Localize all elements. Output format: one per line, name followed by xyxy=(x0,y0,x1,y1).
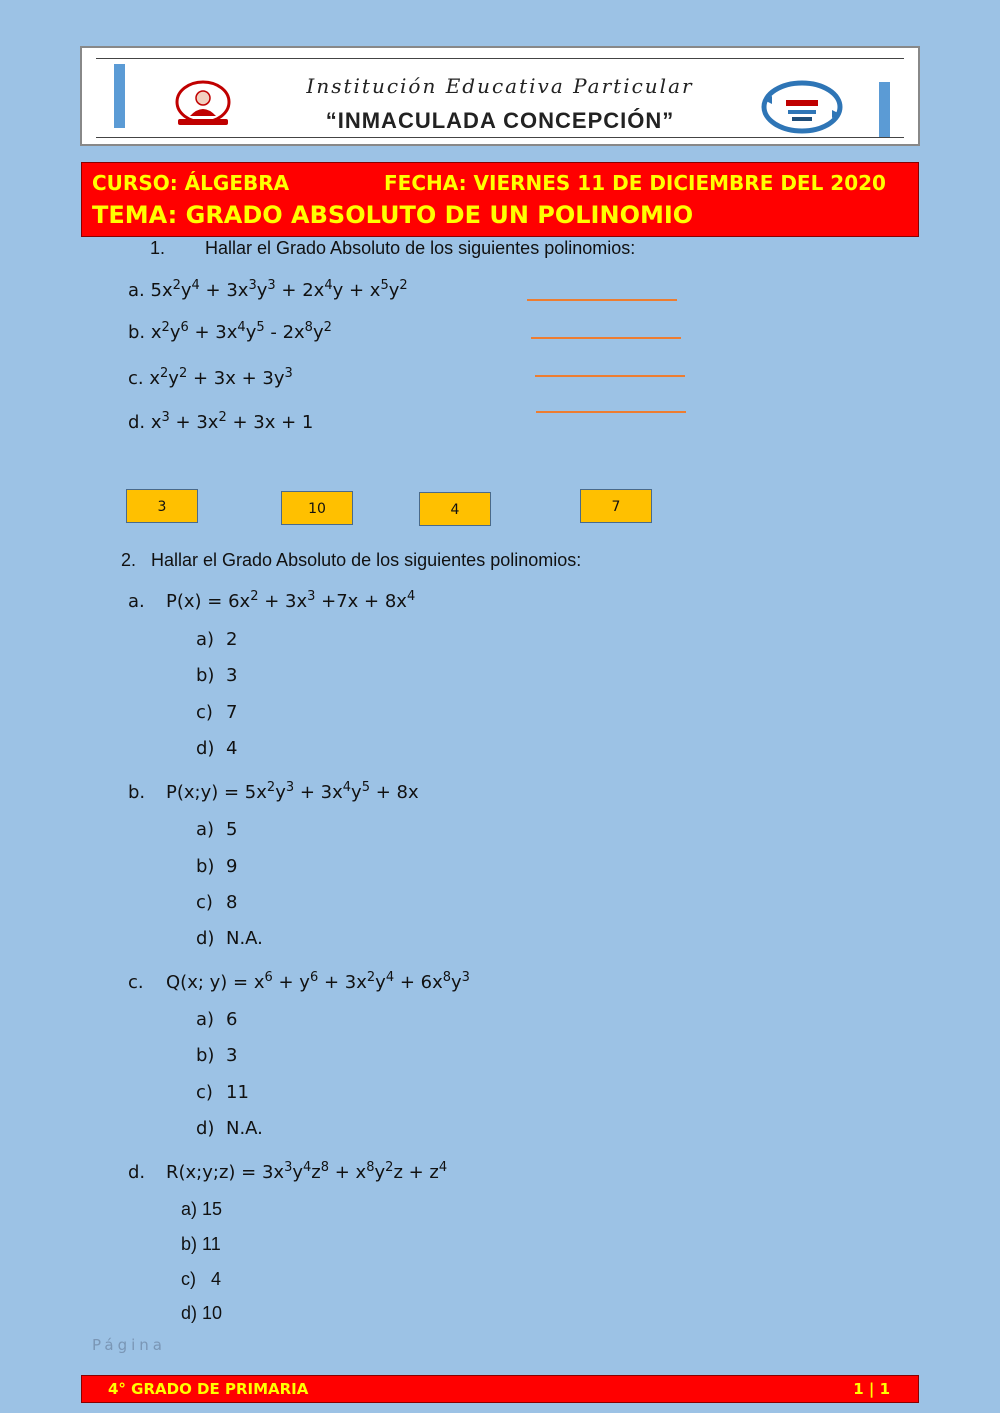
school-header-banner xyxy=(80,46,920,146)
q2-item-d: d. R(x;y;z) = $3x^3y^4z^8 + x^8y^2z + z^4$ xyxy=(128,1160,448,1183)
answer-chip[interactable]: 7 xyxy=(580,489,652,523)
math-expression: $P(x) = 6x^2 + 3x^3 +7x + 8x^4$ xyxy=(166,589,416,612)
topic-label: TEMA: GRADO ABSOLUTO DE UN POLINOMIO xyxy=(92,201,694,229)
q2c-option-a[interactable]: a) 6 xyxy=(196,1009,238,1030)
q2d-option-a[interactable]: a) 15 xyxy=(181,1199,223,1219)
math-expression: $x^3 + 3x^2 + 3x + 1$ xyxy=(150,410,314,433)
math-expression: $5x^2y^4 + 3x^3y^3 + 2x^4y + x^5y^2$ xyxy=(150,278,408,301)
q2-instruction: Hallar el Grado Absoluto de los siguientes polinomios: xyxy=(151,550,582,570)
math-expression: $x^2y^6 + 3x^4y^5 - 2x^8y^2$ xyxy=(150,320,332,343)
q2c-option-c[interactable]: c) 11 xyxy=(196,1082,249,1103)
grade-label: 4° GRADO DE PRIMARIA xyxy=(108,1380,309,1398)
page-number: 1 | 1 xyxy=(853,1380,890,1398)
math-expression: Q(x; $y) = x^6 + y^6 + 3x^2y^4 + 6x^8y^3$ xyxy=(166,970,470,993)
header-divider-bottom xyxy=(96,137,904,138)
q1-item-a: a. $5x^2y^4 + 3x^3y^3 + 2x^4y + x^5y^2$ xyxy=(128,278,408,301)
q2b-option-b[interactable]: b) 9 xyxy=(196,856,238,877)
math-expression: $x^2y^2 + 3x + 3y^3$ xyxy=(149,366,293,389)
answer-drop-line-a[interactable] xyxy=(527,299,677,301)
q1-item-b: b. $x^2y^6 + 3x^4y^5 - 2x^8y^2$ xyxy=(128,320,332,343)
institution-name: “INMACULADA CONCEPCIÓN” xyxy=(325,108,675,133)
answer-chip[interactable]: 3 xyxy=(126,489,198,523)
q2a-option-a[interactable]: a) 2 xyxy=(196,629,238,650)
q2a-option-c[interactable]: c) 7 xyxy=(196,702,238,723)
campaign-badge-icon xyxy=(758,78,846,136)
institution-type: Institución Educativa Particular xyxy=(306,74,694,98)
q2c-option-d[interactable]: d) N.A. xyxy=(196,1118,263,1139)
q2d-option-c[interactable]: c) 4 xyxy=(181,1269,222,1289)
q1-number: 1. xyxy=(150,238,166,258)
q1-item-c: c. $x^2y^2 + 3x + 3y^3$ xyxy=(128,366,293,389)
page-label: Página xyxy=(92,1336,166,1354)
answer-chip[interactable]: 4 xyxy=(419,492,491,526)
course-label: CURSO: ÁLGEBRA xyxy=(92,171,290,195)
math-expression: P(x;y) = $5x^2y^3 + 3x^4y^5 + 8x$ xyxy=(166,780,419,803)
q2-item-a: a. $P(x) = 6x^2 + 3x^3 +7x + 8x^4$ xyxy=(128,589,416,612)
q2d-option-b[interactable]: b) 11 xyxy=(181,1234,221,1254)
q1-item-d: d. $x^3 + 3x^2 + 3x + 1$ xyxy=(128,410,314,433)
q2c-option-b[interactable]: b) 3 xyxy=(196,1045,238,1066)
answer-drop-line-d[interactable] xyxy=(536,411,686,413)
q2d-option-d[interactable]: d) 10 xyxy=(181,1303,223,1323)
q2b-option-c[interactable]: c) 8 xyxy=(196,892,238,913)
q2-number: 2. xyxy=(121,550,137,570)
header-divider-top xyxy=(96,58,904,59)
answer-drop-line-c[interactable] xyxy=(535,375,685,377)
q2a-option-d[interactable]: d) 4 xyxy=(196,738,238,759)
q2b-option-d[interactable]: d) N.A. xyxy=(196,928,263,949)
q2-item-b: b. P(x;y) = $5x^2y^3 + 3x^4y^5 + 8x$ xyxy=(128,780,419,803)
math-expression: R(x;y;z) = $3x^3y^4z^8 + x^8y^2z + z^4$ xyxy=(166,1160,448,1183)
q1-instruction: Hallar el Grado Absoluto de los siguientes polinomios: xyxy=(205,238,636,258)
date-label: FECHA: VIERNES 11 DE DICIEMBRE DEL 2020 xyxy=(384,171,886,195)
answer-chip[interactable]: 10 xyxy=(281,491,353,525)
course-title-box xyxy=(81,162,919,237)
q2-item-c: c. Q(x; $y) = x^6 + y^6 + 3x^2y^4 + 6x^8y^3$ xyxy=(128,970,470,993)
footer-bar xyxy=(81,1375,919,1403)
answer-drop-line-b[interactable] xyxy=(531,337,681,339)
q2b-option-a[interactable]: a) 5 xyxy=(196,819,238,840)
q2a-option-b[interactable]: b) 3 xyxy=(196,665,238,686)
